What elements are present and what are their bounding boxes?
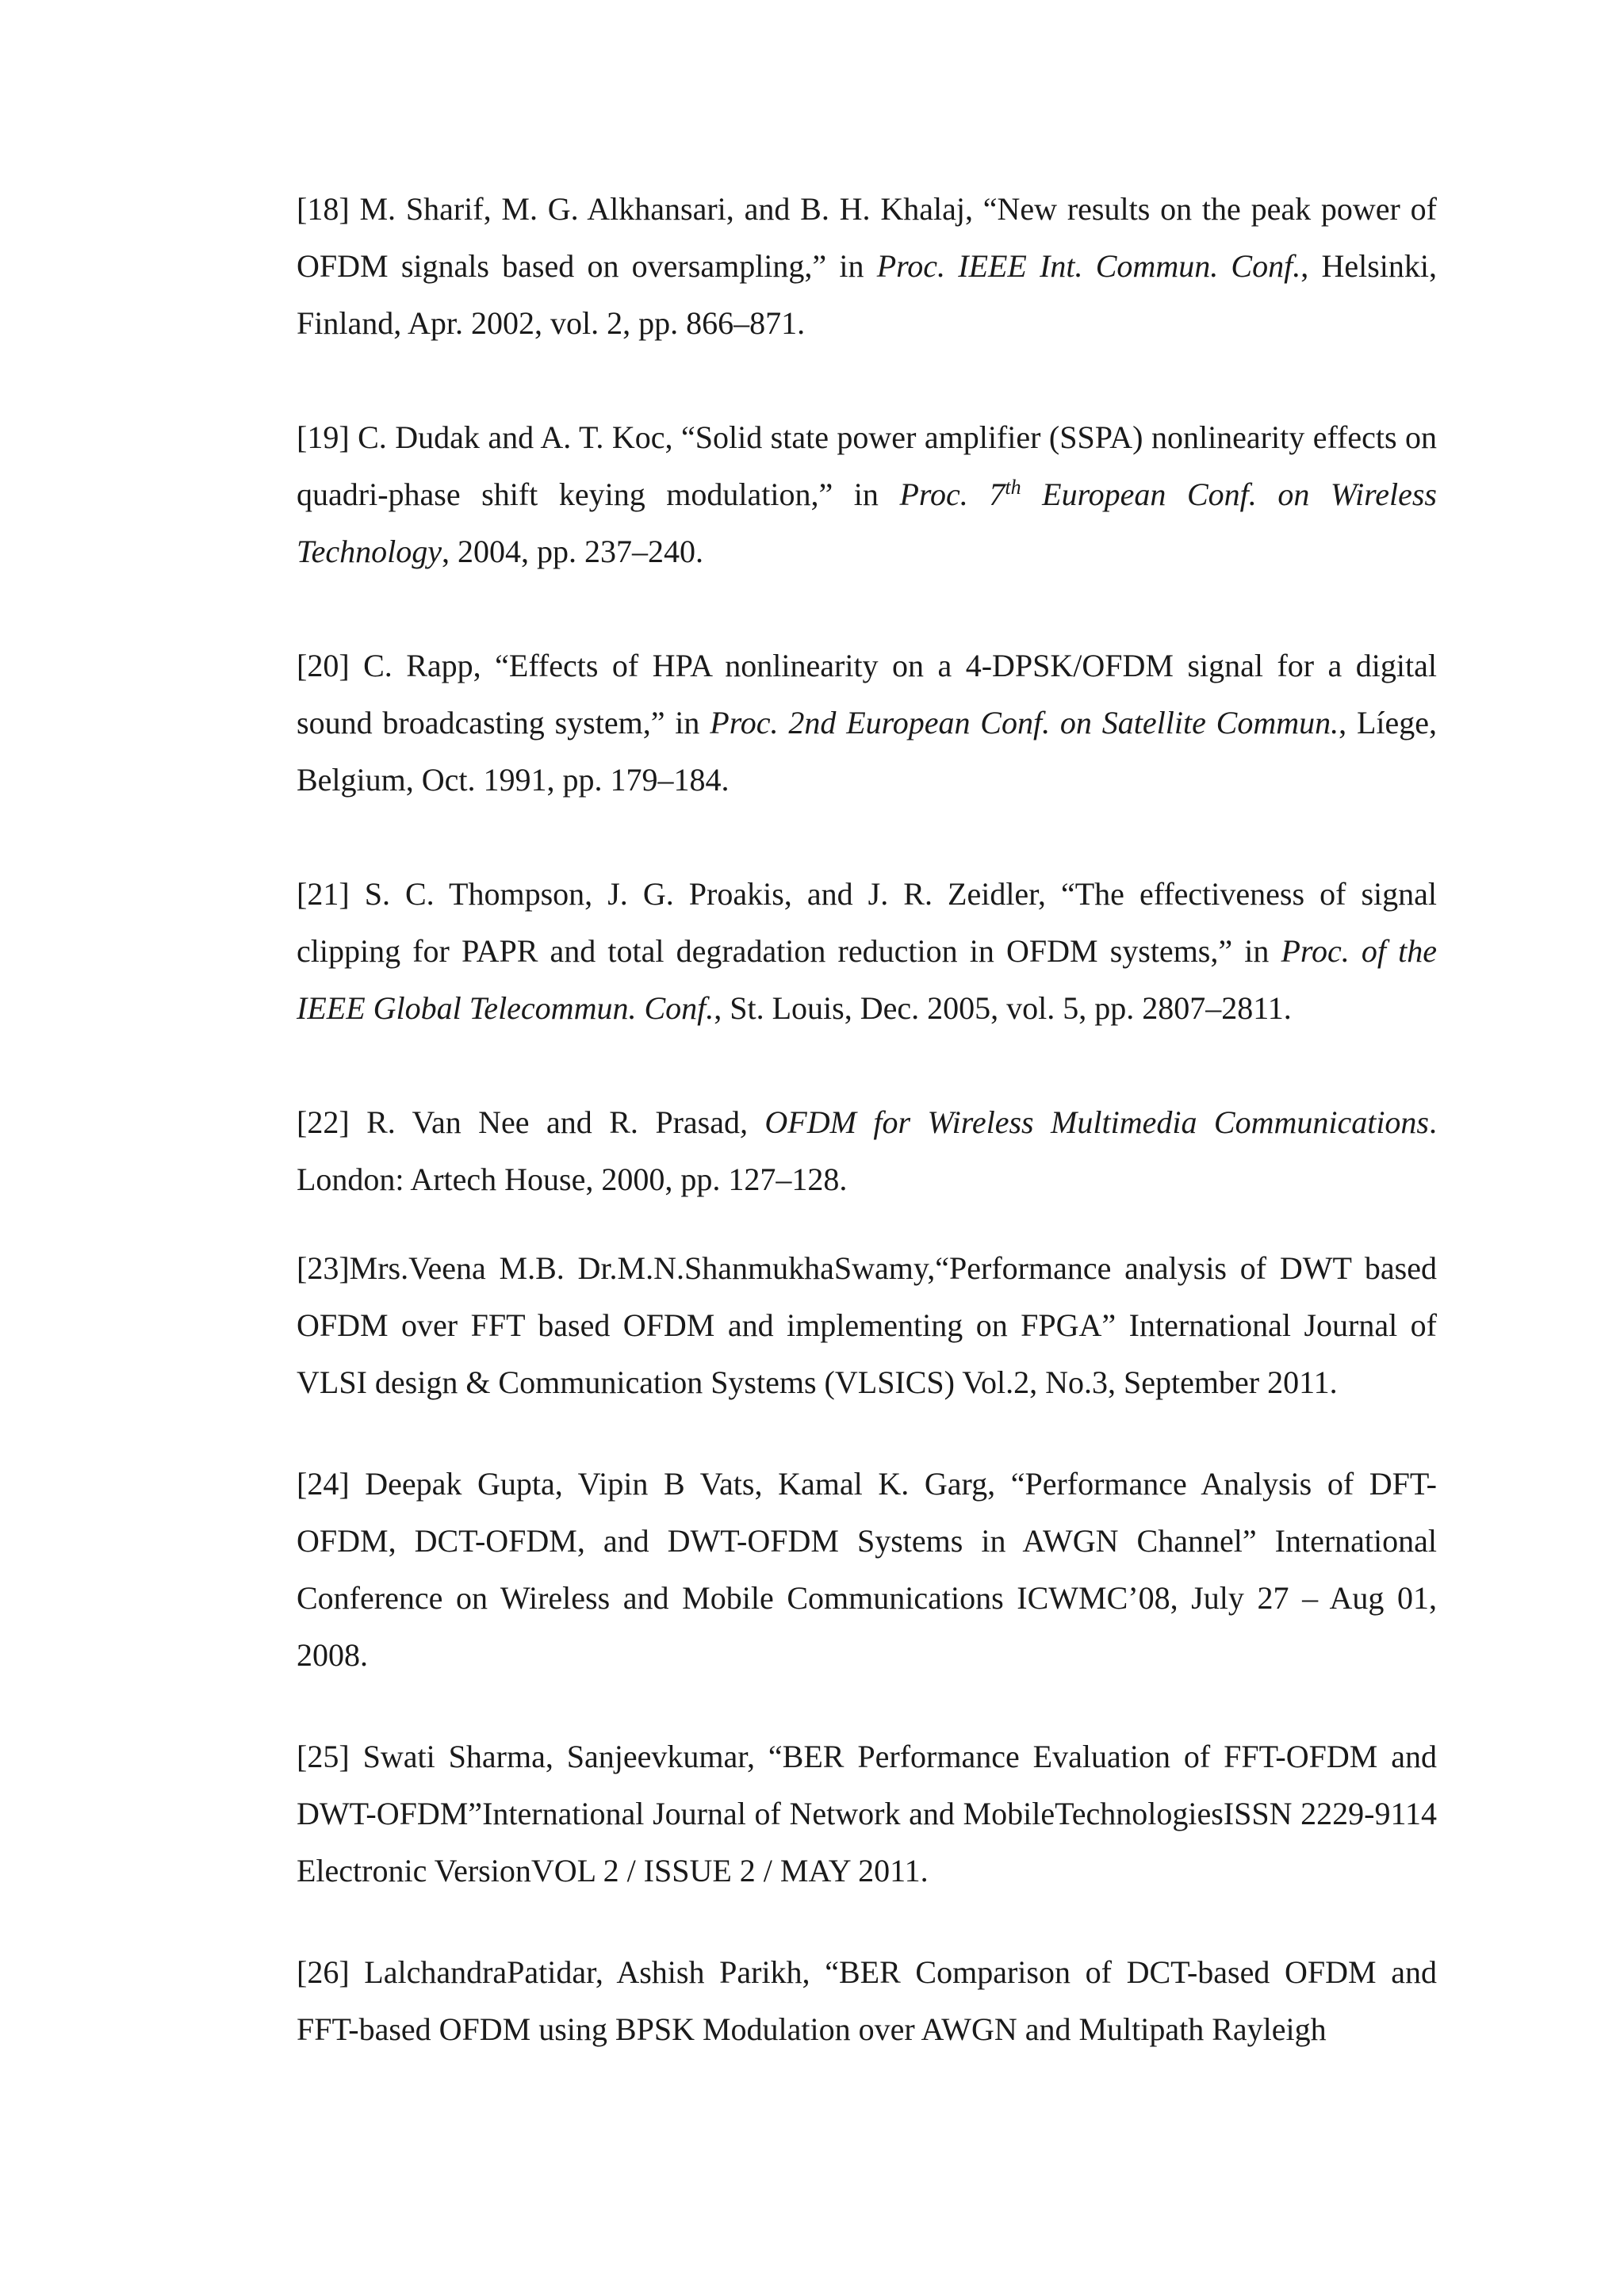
reference-authors: C. Dudak and A. T. Koc, [349,419,681,455]
reference-number: [22] [297,1104,350,1140]
reference-number: [26] [297,1954,350,1990]
reference-text: Deepak Gupta, Vipin B Vats, Kamal K. Garg, “Performance Analysis of DFT-OFDM, DCT-OFDM, and DWT-OFDM Systems in AWGN Channel” International Conference on Wireless and Mobile Communications ICWMC’08, July 27 – Aug 01, 2008. [297,1466,1437,1673]
reference-number: [24] [297,1466,350,1502]
reference-23 [297,1240,1437,1411]
reference-authors: M. Sharif, M. G. Alkhansari, and B. H. Khalaj, [349,191,983,227]
venue-text: Proc. 7 [899,476,1005,512]
reference-24 [297,1456,1437,1684]
reference-title: “The effectiveness of signal clipping for PAPR and total degradation reduction in OFDM systems,” in [297,876,1438,969]
reference-19 [297,409,1437,580]
reference-title: “Solid state power amplifier (SSPA) nonlinearity effects on quadri-phase shift keying modulation,” in [297,419,1438,512]
reference-book-title: , OFDM for Wireless Multimedia Communications [739,1104,1430,1140]
reference-text: LalchandraPatidar, Ashish Parikh, “BER Comparison of DCT-based OFDM and FFT-based OFDM using BPSK Modulation over AWGN and Multipath Rayleigh [297,1954,1437,2047]
reference-number: [18] [297,191,350,227]
reference-details: . London: Artech House, 2000, pp. 127–128. [297,1104,1438,1197]
reference-details: , 2004, pp. 237–240. [441,534,703,569]
reference-details: , St. Louis, Dec. 2005, vol. 5, pp. 2807–2811. [714,990,1292,1026]
reference-text: Swati Sharma, Sanjeevkumar, “BER Performance Evaluation of FFT-OFDM and DWT-OFDM”International Journal of Network and MobileTechnologiesISSN 2229-9114 Electronic VersionVOL 2 / ISSUE 2 / MAY 2011. [297,1739,1437,1888]
reference-title: “Effects of HPA nonlinearity on a 4-DPSK/OFDM signal for a digital sound broadcasting system,” in [297,648,1437,740]
reference-number: [25] [297,1739,350,1774]
reference-title: “New results on the peak power of OFDM signals based on oversampling,” in [297,191,1437,284]
reference-details: , Líege, Belgium, Oct. 1991, pp. 179–184. [297,705,1438,798]
reference-number: [23] [297,1250,350,1286]
reference-26 [297,1944,1437,2058]
reference-number: [19] [297,419,350,455]
reference-venue: Proc. IEEE Int. Commun. Conf. [876,248,1301,284]
reference-venue: Proc. of the IEEE Global Telecommun. Conf. [297,933,1438,1026]
reference-list [297,181,1437,2058]
reference-21 [297,866,1437,1037]
reference-authors: S. C. Thompson, J. G. Proakis, and J. R. Zeidler, [349,876,1061,912]
reference-22 [297,1094,1437,1208]
reference-20 [297,637,1437,809]
reference-number: [21] [297,876,350,912]
reference-text: Mrs.Veena M.B. Dr.M.N.ShanmukhaSwamy,“Performance analysis of DWT based OFDM over FFT based OFDM and implementing on FPGA” International Journal of VLSI design & Communication Systems (VLSICS) Vol.2, No.3, September 2011. [297,1250,1437,1400]
reference-venue: Proc. 2nd European Conf. on Satellite Commun. [710,705,1339,740]
reference-25 [297,1728,1437,1900]
reference-authors: R. Van Nee and R. Prasad [349,1104,740,1140]
venue-superscript: th [1005,476,1021,499]
venue-text: European Conf. on Wireless Technology [297,476,1437,569]
reference-18 [297,181,1437,352]
reference-number: [20] [297,648,350,683]
reference-authors: C. Rapp, [349,648,496,683]
reference-details: , Helsinki, Finland, Apr. 2002, vol. 2, pp. 866–871. [297,248,1438,341]
